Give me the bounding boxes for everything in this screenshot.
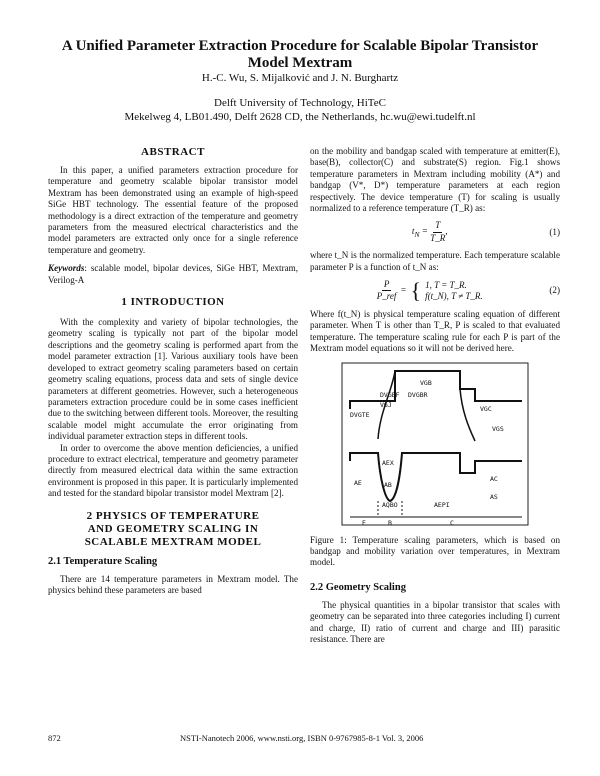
left-column bbox=[48, 146, 298, 596]
equation-2-fraction bbox=[377, 279, 397, 303]
section-2-1-heading: 2.1 Temperature Scaling bbox=[48, 555, 158, 567]
label-region-b: B bbox=[388, 518, 392, 527]
label-aepi: AEPI bbox=[434, 500, 450, 509]
label-dvgbf: DVGBF bbox=[380, 390, 400, 399]
label-vgb: VGB bbox=[420, 378, 432, 387]
text-after-equation-2: Where f(t_N) is physical temperature scaling equation of different parameter. When T is other than T_R, P is scaled to that evaluated temperature. The temperature scaling rule for each P is part of the Mextram model equations so it will not be derived here. bbox=[310, 308, 560, 354]
section-1-paragraph-2: In order to overcome the above mention deficiencies, a unified procedure to extract electrical, temperature and geometry parameter directly from measured electrical data within the same extraction environment is proposed in this paper. It is particularly implemented and tested for the standard bipolar transistor model Mextram [2]. bbox=[48, 442, 298, 499]
label-as: AS bbox=[490, 492, 498, 501]
equation-2-numerator: P bbox=[382, 279, 392, 291]
abstract-heading: ABSTRACT bbox=[141, 146, 205, 158]
label-dvgte: DVGTE bbox=[350, 410, 370, 419]
affiliation-line-1: Delft University of Technology, HiTeC bbox=[214, 97, 386, 109]
figure-1 bbox=[340, 361, 530, 529]
abstract-text: In this paper, a unified parameters extraction procedure for temperature and geometry scalable bipolar transistor model Mextram has been demonstrated using an example of high-speed SiGe HBT technology. The essential feature of the proposed methodology is a direct extraction of the temperature and geometry parameters from the measured electrical characteristics and the model parameters are extracted only once for a single reference temperature and geometry. bbox=[48, 165, 298, 255]
section-2-2-paragraph-1: The physical quantities in a bipolar transistor that scales with geometry can be separated into three categories including I) current and charge, II) ratio of current and charge and III) parasitic resistance. There are bbox=[310, 599, 560, 644]
section-2-heading bbox=[48, 510, 298, 549]
bc-junction-curve bbox=[460, 389, 475, 441]
equation-2-cases bbox=[425, 280, 483, 303]
label-ac: AC bbox=[490, 474, 498, 483]
figure-1-caption: Figure 1: Temperature scaling parameters, which is based on bandgap and mobility variation over temperatures, in Mextram model. bbox=[310, 534, 560, 568]
section-2-heading-line-2: AND GEOMETRY SCALING IN bbox=[87, 522, 259, 535]
section-1-heading: 1 INTRODUCTION bbox=[121, 296, 225, 309]
equation-1-lhs-sub: N bbox=[414, 230, 420, 240]
page-number: 872 bbox=[48, 733, 61, 743]
label-ab: AB bbox=[384, 480, 392, 489]
section-2-heading-line-3: SCALABLE MEXTRAM MODEL bbox=[84, 535, 262, 548]
label-region-e: E bbox=[362, 518, 366, 527]
label-vgc: VGC bbox=[480, 404, 492, 413]
right-column bbox=[310, 146, 560, 645]
text-after-equation-1: where t_N is the normalized temperature. Each temperature scalable parameter P is a function of t_N as: bbox=[310, 250, 560, 272]
equation-1 bbox=[310, 220, 560, 244]
section-1-paragraph-1: With the complexity and variety of bipolar technologies, the geometry scaling is typically not part of the bipolar model descriptions and the geometry scaling is performed apart from the model parameter extraction [1]. Various auxiliary tools have been developed to extract geometry scaling parameters based on certain geometry scaling equations, process data and sets of single device parameters at different geometries. However, such a heterogeneous parameters extraction procedure could be in some cases inefficient due to the switching between different tools. Moreover, the resulting scalable model might accumulate the error originating from individual parameter extraction steps in different tools. bbox=[48, 317, 298, 442]
label-vgj: VGJ bbox=[380, 400, 392, 409]
section-2-2-heading: 2.2 Geometry Scaling bbox=[310, 581, 406, 593]
label-aex: AEX bbox=[382, 458, 394, 467]
keywords-label: Keywords bbox=[48, 263, 85, 274]
upper-band-line bbox=[350, 371, 522, 409]
equation-1-denominator: T_R bbox=[430, 232, 446, 243]
equation-2-case-1: 1, T = T_R. bbox=[425, 279, 467, 290]
equation-2-case-2: f(t_N), T ≠ T_R. bbox=[425, 290, 483, 301]
equation-2-denominator: P_ref bbox=[376, 291, 397, 302]
keywords bbox=[48, 263, 298, 286]
label-dvgbr: DVGBR bbox=[408, 390, 428, 399]
equation-2 bbox=[310, 279, 560, 303]
section-2-1-paragraph-1: There are 14 temperature parameters in Mextram model. The physics behind these parameters are based bbox=[48, 573, 298, 595]
affiliation-line-2: Mekelweg 4, LB01.490, Delft 2628 CD, the Netherlands, hc.wu@ewi.tudelft.nl bbox=[124, 111, 476, 123]
equation-1-numerator: T bbox=[433, 220, 442, 232]
band-diagram bbox=[340, 361, 530, 529]
label-aqbo: AQBO bbox=[382, 500, 398, 509]
affiliation bbox=[40, 96, 560, 124]
label-region-c: C bbox=[450, 518, 454, 527]
label-ae: AE bbox=[354, 478, 362, 487]
authors: H.-C. Wu, S. Mijalković and J. N. Burghartz bbox=[201, 72, 399, 84]
section-2-1-paragraph-continued: on the mobility and bandgap scaled with temperature at emitter(E), base(B), collector(C) and substrate(S) region. Fig.1 shows temperature parameters in Mextram including mobility (A*) and bandgap (V*, D*) temperature parameters at each region respectively. The device temperature (T) for scaling is usually normalized to a reference temperature (T_R) as: bbox=[310, 146, 560, 214]
conference-footer: NSTI-Nanotech 2006, www.nsti.org, ISBN 0-9767985-8-1 Vol. 3, 2006 bbox=[180, 733, 424, 743]
equation-1-fraction bbox=[430, 220, 445, 244]
equation-2-body: $\frac{P}{\text{P\_ref}}$ = { 1, T = T_R. f(t_N), T ≠ T_R. bbox=[376, 277, 483, 303]
label-vgs: VGS bbox=[492, 424, 504, 433]
paper-title: A Unified Parameter Extraction Procedure for Scalable Bipolar Transistor Model Mextram bbox=[61, 38, 539, 71]
equation-2-number: (2) bbox=[549, 285, 560, 296]
equation-1-body: $t_N$ = $\frac{T}{T\_R}$ , bbox=[411, 220, 448, 243]
section-2-heading-line-1: 2 PHYSICS OF TEMPERATURE bbox=[86, 509, 260, 522]
keywords-text: : scalable model, bipolar devices, SiGe HBT, Mextram, Verilog-A bbox=[48, 263, 298, 285]
equation-1-number: (1) bbox=[549, 226, 560, 237]
equation-1-lhs: t bbox=[411, 226, 415, 237]
